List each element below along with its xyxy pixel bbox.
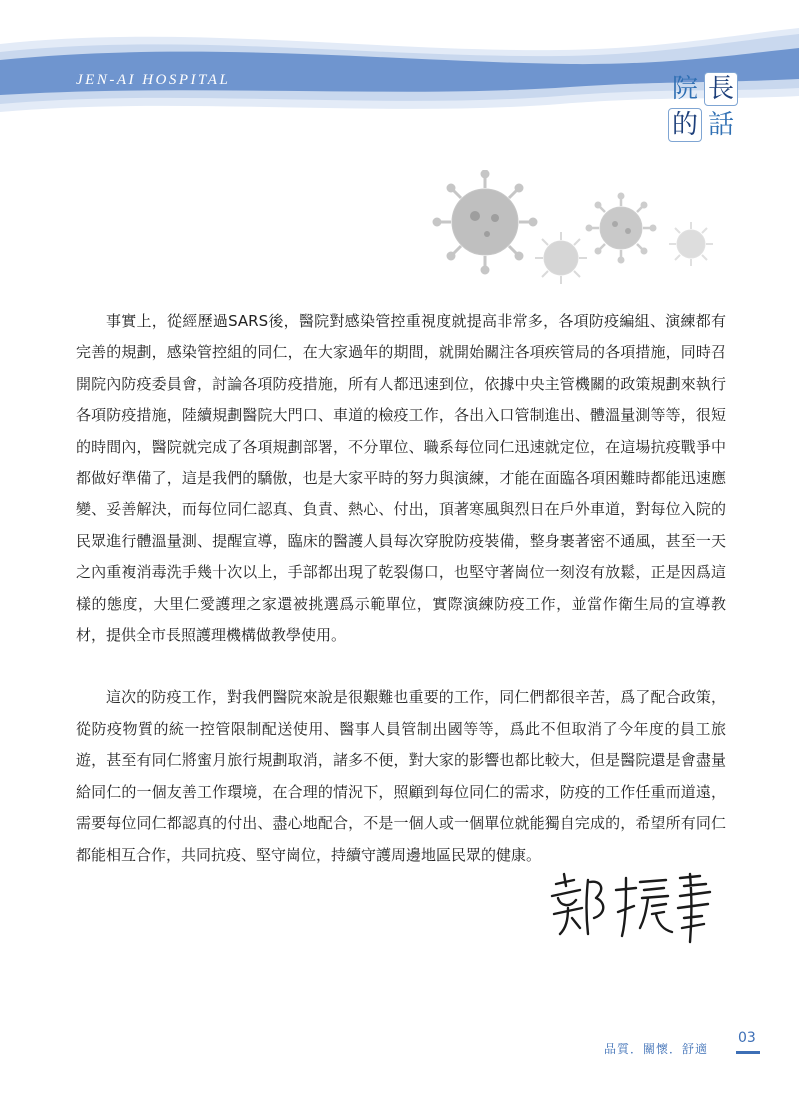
title-char: 的 [668, 108, 702, 142]
virus-icon-small-1 [535, 232, 587, 284]
page-number: 03 [738, 1030, 756, 1046]
hospital-name: JEN-AI HOSPITAL [76, 72, 231, 88]
virus-illustration [425, 170, 725, 290]
title-char: 話 [707, 110, 734, 140]
paragraph: 事實上，從經歷過SARS後，醫院對感染管控重視度就提高非常多，各項防疫編組、演練都有完善的規劃，感染管控組的同仁，在大家過年的期間，就開始關注各項疾管局的各項措施，同時召開院內防疫委員會，討論各項防疫措施，所有人都迅速到位，依據中央主管機關的政策規劃來執行各項防疫措施，陸續規劃醫院大門口、車道的檢疫工作，各出入口管制進出、體溫量測等等，很短的時間內，醫院就完成了各項規劃部署，不分單位、職系每位同仁迅速就定位，在這場抗疫戰爭中都做好準備了，這是我們的驕傲，也是大家平時的努力與演練，才能在面臨各項困難時都能迅速應變、妥善解決，而每位同仁認真、負責、熱心、付出，頂著寒風與烈日在戶外車道，對每位入院的民眾進行體溫量測、提醒宣導，臨床的醫護人員每次穿脫防疫裝備，整身裹著密不通風，甚至一天之內重複消毒洗手幾十次以上，手部都出現了乾裂傷口，也堅守著崗位一刻沒有放鬆，正是因爲這樣的態度，大里仁愛護理之家還被挑選爲示範單位，實際演練防疫工作，並當作衛生局的宣導教材，提供全市長照護理機構做教學使用。 [76, 312, 726, 645]
article-body [76, 306, 726, 871]
title-char: 院 [671, 74, 698, 104]
virus-icon-small-2 [669, 222, 713, 266]
page-number-underline [736, 1051, 760, 1054]
footer-slogan: 品質．關懷．舒適 [604, 1042, 709, 1056]
paragraph: 這次的防疫工作，對我們醫院來說是很艱難也重要的工作，同仁們都很辛苦，爲了配合政策，從防疫物質的統一控管限制配送使用、醫事人員管制出國等等，爲此不但取消了今年度的員工旅遊，甚至有同仁將蜜月旅行規劃取消，諸多不便，對大家的影響也都比較大，但是醫院還是會盡量給同仁的一個友善工作環境，在合理的情況下，照顧到每位同仁的需求，防疫的工作任重而道遠，需要每位同仁都認真的付出、盡心地配合，不是一個人或一個單位就能獨自完成的，希望所有同仁都能相互合作，共同抗疫、堅守崗位，持續守護周邊地區民眾的健康。 [76, 688, 726, 864]
title-char: 長 [704, 72, 738, 106]
section-title [668, 72, 740, 144]
signature [540, 868, 730, 948]
virus-icon-large [433, 170, 537, 274]
virus-icon-medium [586, 193, 656, 263]
